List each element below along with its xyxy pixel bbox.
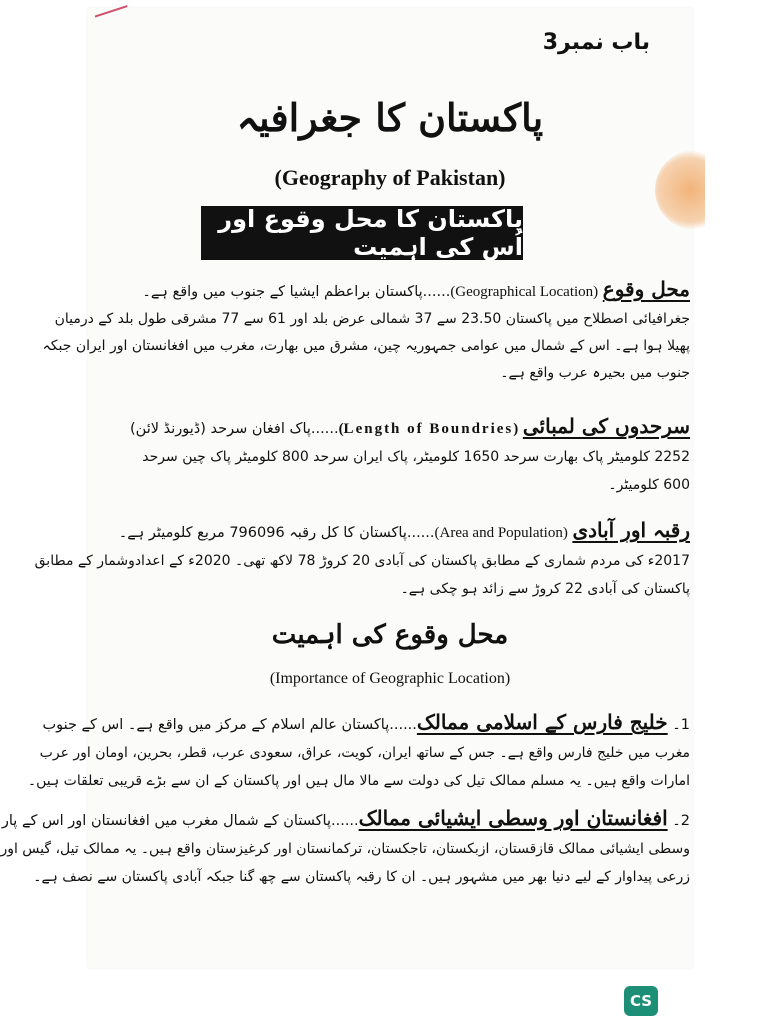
point-lead-text: ......پاکستان کے شمال مغرب میں افغانستان اور اس کے پار (1, 813, 359, 829)
section-area-lead-line (98, 516, 690, 547)
paragraph-line: جغرافیائی اصطلاح میں پاکستان 23.50 سے 37 شمالی عرض بلد اور 61 سے 77 مشرقی طول بلد کے درمیان (54, 311, 690, 327)
section-heading-english: (Geographical Location) (450, 284, 599, 300)
section-heading: رقبہ اور آبادی (572, 518, 690, 542)
section-heading-english: (Length of Boundries) (338, 421, 519, 437)
paragraph-line: 600 کلومیٹر۔ (608, 477, 690, 493)
section-lead-text: ......پاک افغان سرحد (ڈیورنڈ لائن) (130, 421, 339, 437)
paragraph-line: پھیلا ہوا ہے۔ اس کے شمال میں عوامی جمہوریہ چین، مشرق میں بھارت، مغرب میں افغانستان اور ایران جبکہ (42, 338, 690, 354)
page-title-urdu: پاکستان کا جغرافیہ (236, 95, 544, 140)
camscanner-logo: CS (624, 986, 658, 1016)
section-lead-text: ......پاکستان براعظم ایشیا کے جنوب میں واقع ہے۔ (142, 284, 451, 300)
section-location-lead-line (98, 276, 690, 306)
paragraph-line: 2017ء کی مردم شماری کے مطابق پاکستان کی آبادی 20 کروڑ 78 لاکھ تھی۔ 2020ء کے اعدادوشمار کے مطابق (34, 553, 690, 569)
section-lead-text: ......پاکستان کا کل رقبہ 796096 مربع کلومیٹر ہے۔ (118, 525, 435, 541)
section-boundaries (98, 412, 690, 499)
section-banner (201, 206, 523, 260)
page-title-english: (Geography of Pakistan) (274, 165, 506, 190)
section-heading: سرحدوں کی لمبائی (522, 414, 690, 438)
subheading-english: (Importance of Geographic Location) (269, 670, 511, 687)
chapter-number: باب نمبر3 (542, 30, 650, 55)
paragraph-line: امارات واقع ہیں۔ یہ مسلم ممالک تیل کی دولت سے مالا مال ہیں اور پاکستان کے ان سے بڑے قریبی تعلقات ہیں۔ (27, 773, 690, 789)
section-boundaries-lead-line (98, 412, 690, 443)
paragraph-line: زرعی پیداوار کے لیے دنیا بھر میں مشہور ہیں۔ ان کا رقبہ پاکستان سے چھ گنا جبکہ آبادی پاکستان سے نصف ہے۔ (33, 869, 690, 885)
point-lead-line (42, 708, 690, 739)
point-heading: خلیج فارس کے اسلامی ممالک (416, 710, 668, 734)
paragraph-line: مغرب میں خلیج فارس واقع ہے۔ جس کے ساتھ ایران، کویت، عراق، سعودی عرب، قطر، بحرین، اومان اور عرب (39, 745, 690, 761)
paragraph-line: جنوب میں بحیرہ عرب واقع ہے۔ (500, 365, 690, 381)
paragraph-line: وسطی ایشیائی ممالک قازقستان، ازبکستان، تاجکستان، ترکمانستان اور کرغیزستان واقع ہیں۔ یہ ممالک تیل، گیس اور (0, 841, 690, 857)
subheading-urdu: محل وقوع کی اہمیت (271, 620, 509, 650)
section-heading: محل وقوع (602, 277, 690, 301)
point-number: 1۔ (672, 717, 690, 733)
section-location (42, 276, 690, 387)
point-central-asia (0, 804, 690, 891)
section-area-population (34, 516, 690, 603)
paragraph-line: پاکستان کی آبادی 22 کروڑ سے زائد ہو چکی ہے۔ (400, 581, 690, 597)
paragraph-line: 2252 کلومیٹر پاک بھارت سرحد 1650 کلومیٹر، پاک ایران سرحد 800 کلومیٹر پاک چین سرحد (142, 449, 690, 465)
section-banner-text: پاکستان کا محل وقوع اور اُس کی اہمیت (218, 205, 523, 261)
section-heading-english: (Area and Population) (434, 525, 568, 541)
point-heading: افغانستان اور وسطی ایشیائی ممالک (358, 806, 668, 830)
point-persian-gulf (27, 708, 690, 795)
point-lead-line (1, 804, 690, 835)
point-lead-text: ......پاکستان عالم اسلام کے مرکز میں واقع ہے۔ اس کے جنوب (42, 717, 417, 733)
point-number: 2۔ (672, 813, 690, 829)
